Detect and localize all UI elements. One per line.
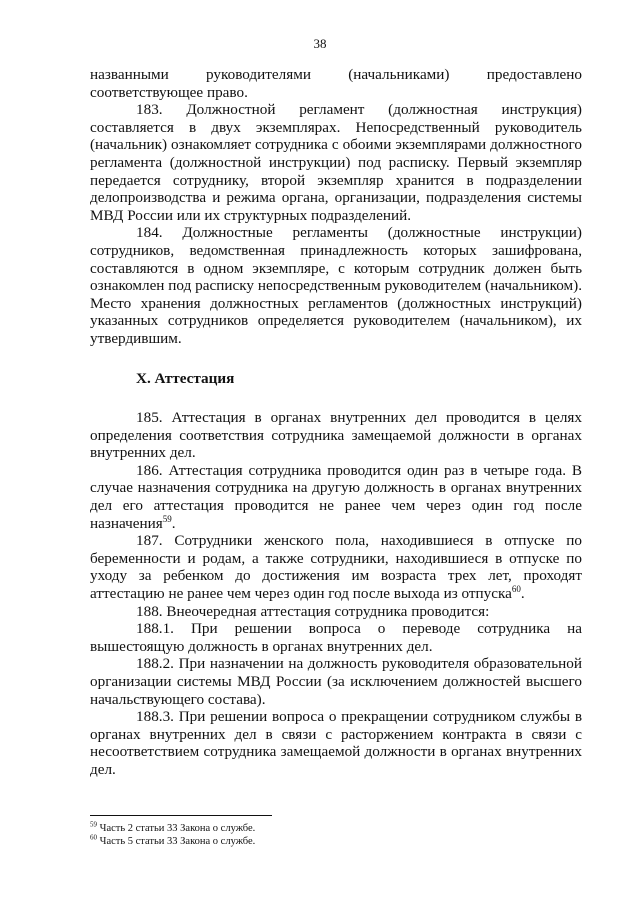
footnote-text: Часть 5 статьи 33 Закона о службе.: [97, 836, 256, 847]
paragraph-188-2: 188.2. При назначении на должность руководителя образовательной организации системы МВД России (за исключением должностей высшего начальствующего состава).: [90, 655, 582, 708]
paragraph-184: 184. Должностные регламенты (должностные инструкции) сотрудников, ведомственная принадлежность которых зашифрована, составляются в одном экземпляре, с которым сотрудник должен быть ознакомлен под расписку непосредственным руководителем (начальником). Место хранения должностных регламентов (должностных инструкций) указанных сотрудников определяется руководителем (начальником), их утвердившим.: [90, 224, 582, 347]
paragraph-183: 183. Должностной регламент (должностная инструкция) составляется в двух экземплярах. Непосредственный руководитель (начальник) ознакомляет сотрудника с обоими экземплярами должностного регламента (должностной инструкции) под расписку. Первый экземпляр передается сотруднику, второй экземпляр хранится в подразделении делопроизводства и режима органа, организации, подразделения системы МВД России или их структурных подразделений.: [90, 101, 582, 224]
footnote-60: [90, 835, 582, 848]
footnote-mark: 59: [90, 820, 97, 829]
footnotes: [90, 822, 582, 848]
paragraph-185: 185. Аттестация в органах внутренних дел проводится в целях определения соответствия сотрудника замещаемой должности в органах внутренних дел.: [90, 409, 582, 462]
document-body: [90, 66, 582, 779]
paragraph-186-text: 186. Аттестация сотрудника проводится один раз в четыре года. В случае назначения сотрудника на другую должность в органах внутренних дел его аттестация проводится не ранее чем через один год после назначения: [90, 461, 582, 532]
paragraph-continuation: названными руководителями (начальниками) предоставлено соответствующее право.: [90, 66, 582, 101]
paragraph-187-end: .: [520, 585, 525, 603]
paragraph-187-text: 187. Сотрудники женского пола, находившиеся в отпуске по беременности и родам, а также сотрудники, находившиеся в отпуске по уходу за ребенком до достижения им возраста трех лет, проходят аттестацию не ранее чем через один год после выхода из отпуска: [90, 532, 582, 603]
footnote-ref-60[interactable]: 60: [511, 583, 521, 594]
paragraph-186: [90, 462, 582, 532]
footnote-text: Часть 2 статьи 33 Закона о службе.: [97, 823, 256, 834]
paragraph-186-end: .: [171, 514, 176, 532]
paragraph-188-1: 188.1. При решении вопроса о переводе сотрудника на вышестоящую должность в органах внутренних дел.: [90, 620, 582, 655]
footnote-mark: 60: [90, 833, 97, 842]
paragraph-188-3: 188.3. При решении вопроса о прекращении сотрудником службы в органах внутренних дел в связи с расторжением контракта в связи с несоответствием сотрудника замещаемой должности в органах внутренних дел.: [90, 708, 582, 778]
page-number: 38: [313, 36, 327, 51]
section-heading: X. Аттестация: [136, 369, 235, 387]
paragraph-188: 188. Внеочередная аттестация сотрудника проводится:: [136, 602, 490, 620]
paragraph-187: [90, 532, 582, 602]
footnote-59: [90, 822, 582, 835]
footnote-ref-59[interactable]: 59: [162, 513, 172, 524]
footnote-divider: [90, 815, 272, 816]
